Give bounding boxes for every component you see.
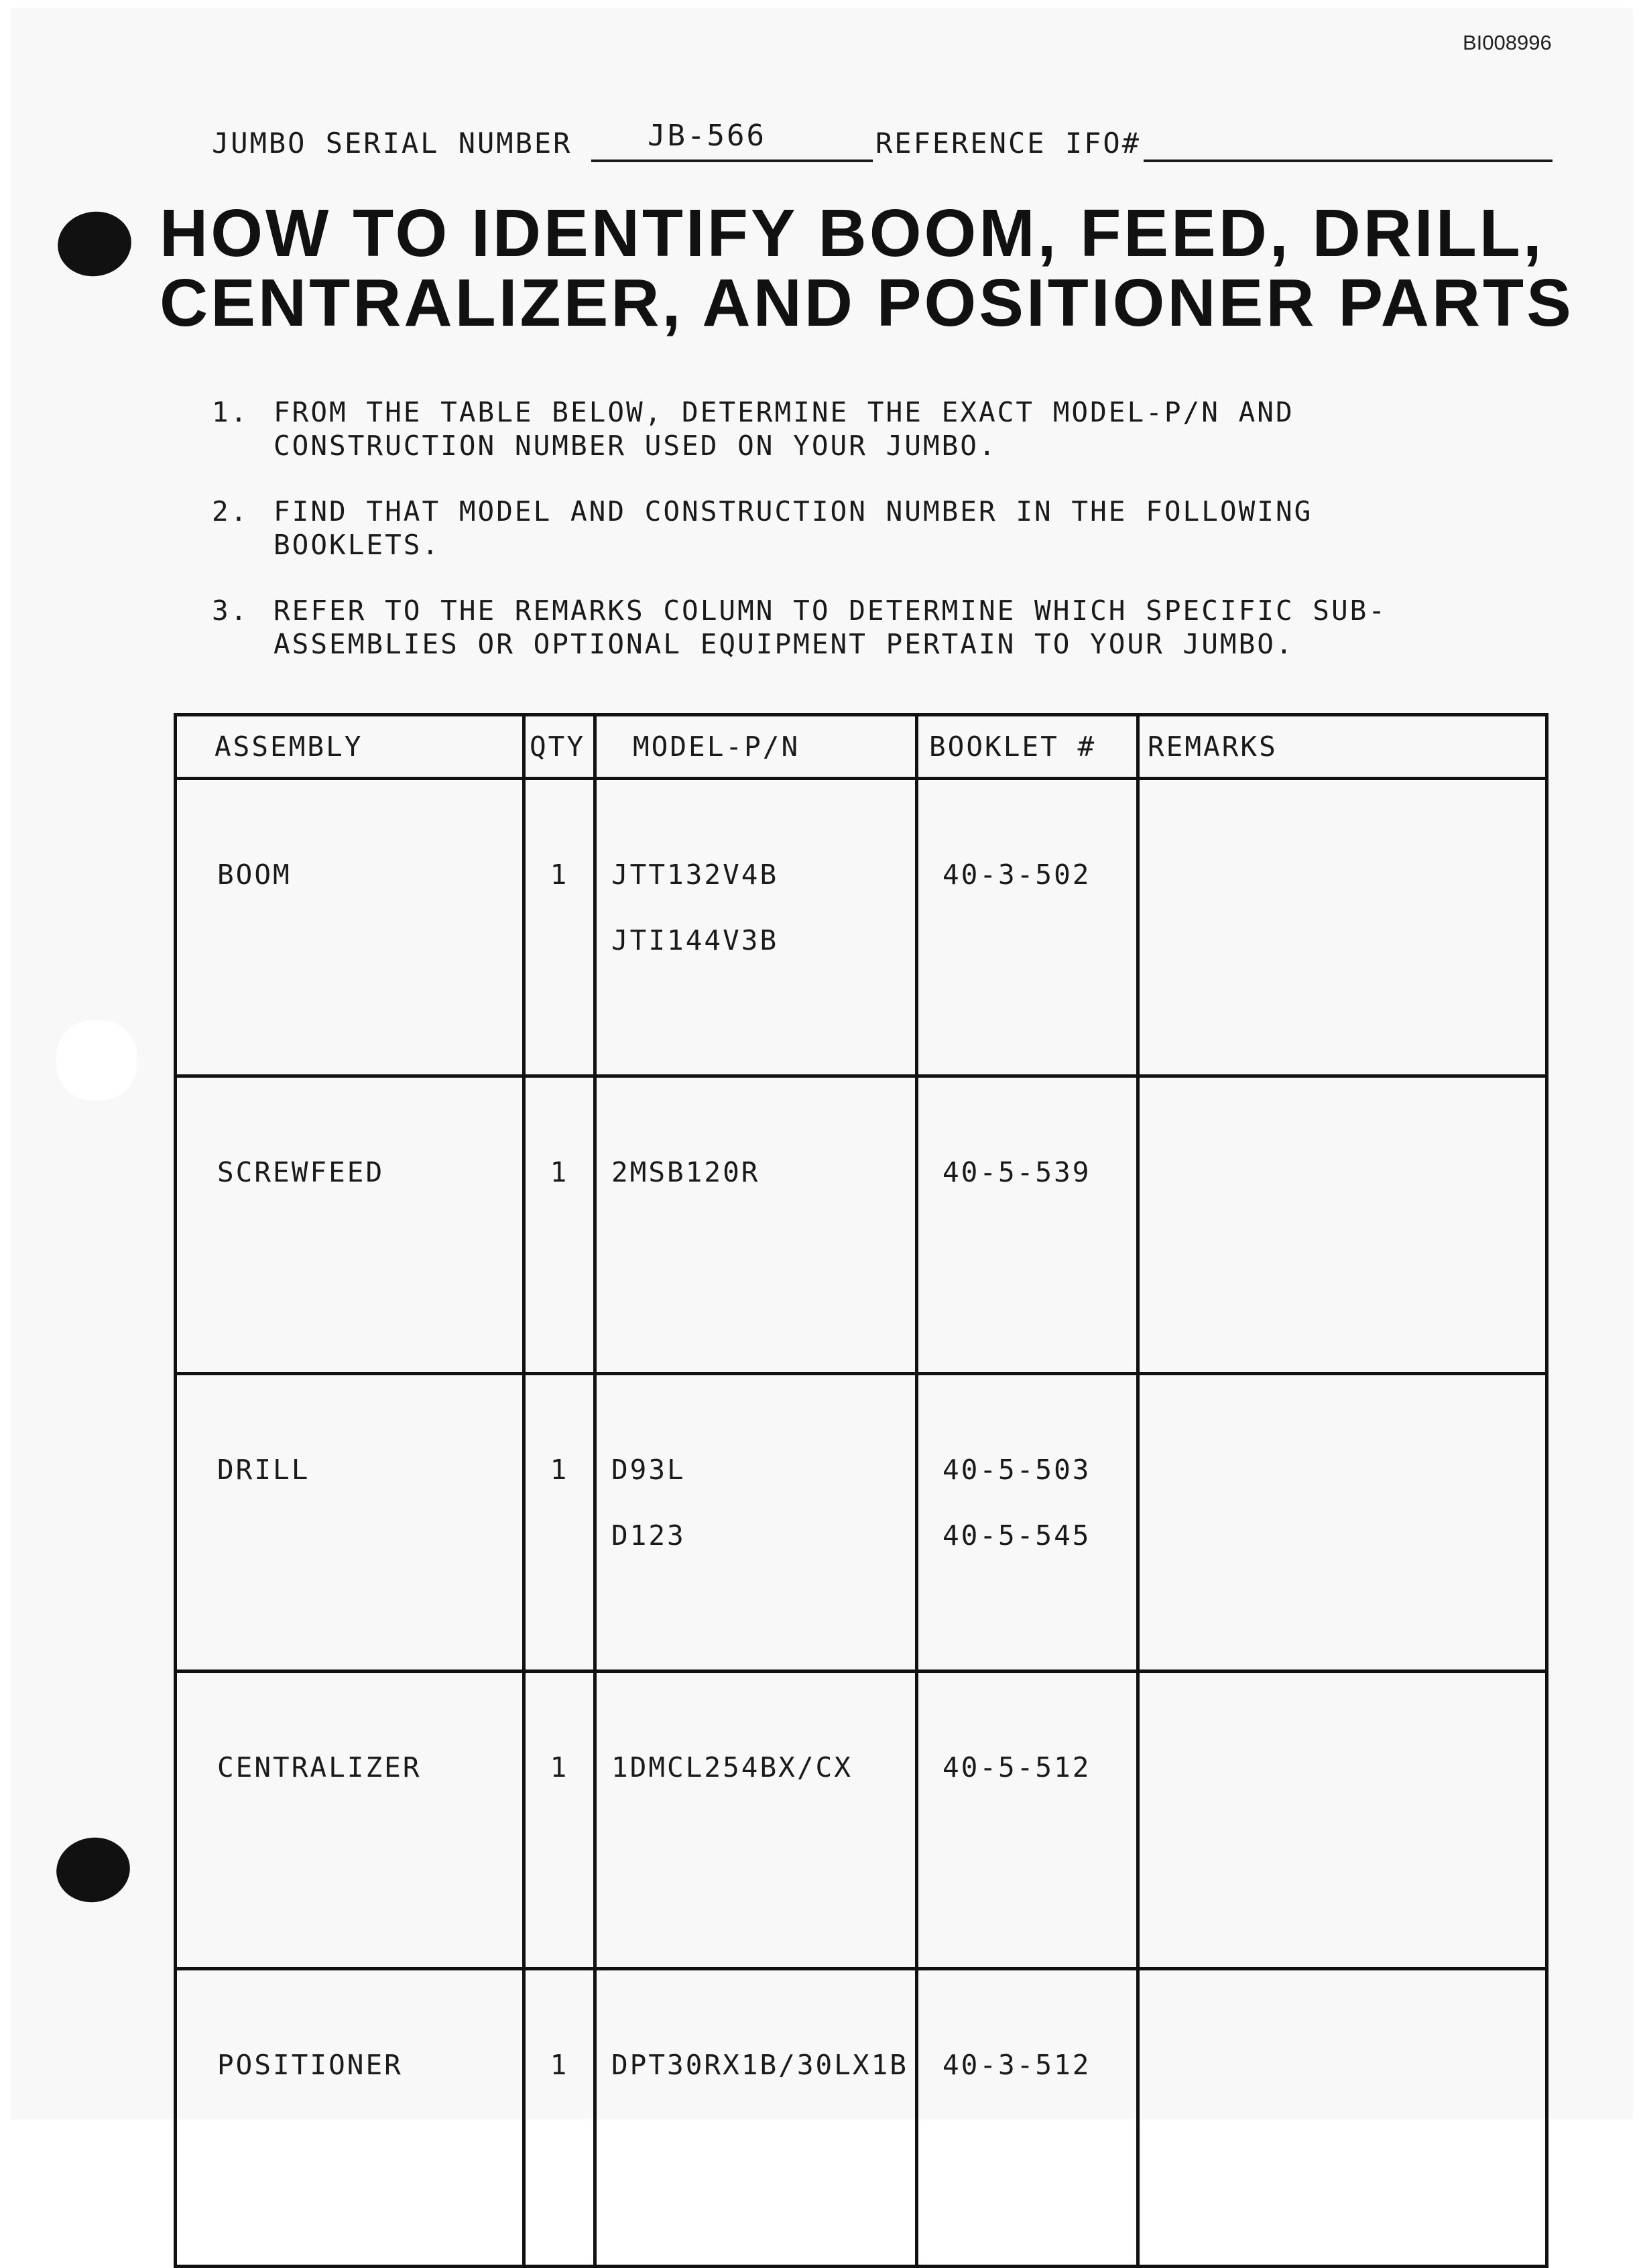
parts-table bbox=[174, 713, 1548, 2268]
column-header-assembly: ASSEMBLY bbox=[176, 715, 524, 779]
booklet-cell bbox=[917, 1076, 1138, 1374]
model-number: 2MSB120R bbox=[611, 1156, 760, 1188]
qty-cell: 1 bbox=[524, 1076, 595, 1374]
assembly-cell: DRILL bbox=[176, 1374, 524, 1672]
assembly-cell: SCREWFEED bbox=[176, 1076, 524, 1374]
punch-hole-top bbox=[53, 206, 137, 282]
table-row bbox=[176, 779, 1547, 1076]
serial-reference-line bbox=[212, 115, 1559, 162]
step-number: 2. bbox=[212, 495, 249, 527]
remarks-cell bbox=[1138, 1969, 1547, 2267]
table-row bbox=[176, 1672, 1547, 1969]
booklet-number: 40-5-503 bbox=[943, 1454, 1091, 1486]
booklet-number: 40-5-545 bbox=[943, 1519, 1091, 1552]
booklet-cell bbox=[917, 1374, 1138, 1672]
reference-underline bbox=[1144, 160, 1553, 162]
instruction-step bbox=[212, 495, 1485, 562]
table-row bbox=[176, 1076, 1547, 1374]
punch-hole-bottom bbox=[52, 1832, 135, 1908]
column-header-booklet: BOOKLET # bbox=[917, 715, 1138, 779]
model-number: DPT30RX1B/30LX1B bbox=[611, 2049, 908, 2081]
title-line-1: HOW TO IDENTIFY BOOM, FEED, DRILL, bbox=[160, 196, 1544, 271]
booklet-cell bbox=[917, 1672, 1138, 1969]
booklet-number: 40-3-512 bbox=[943, 2049, 1091, 2081]
serial-number-label: JUMBO SERIAL NUMBER bbox=[212, 127, 572, 160]
step-number: 3. bbox=[212, 594, 249, 627]
model-cell bbox=[595, 1672, 917, 1969]
title-line-2: CENTRALIZER, AND POSITIONER PARTS bbox=[160, 265, 1574, 340]
model-cell bbox=[595, 1374, 917, 1672]
step-text: REFER TO THE REMARKS COLUMN TO DETERMINE WHICH SPECIFIC SUB-ASSEMBLIES OR OPTIONAL EQUIPMENT PERTAIN TO YOUR JUMBO. bbox=[274, 594, 1388, 660]
column-header-model: MODEL-P/N bbox=[595, 715, 917, 779]
model-number: D93L bbox=[611, 1454, 686, 1486]
step-text: FIND THAT MODEL AND CONSTRUCTION NUMBER IN THE FOLLOWING BOOKLETS. bbox=[274, 495, 1313, 561]
booklet-cell bbox=[917, 1969, 1138, 2267]
table-row bbox=[176, 1374, 1547, 1672]
qty-cell: 1 bbox=[524, 1672, 595, 1969]
punch-hole-middle bbox=[56, 1020, 137, 1100]
instruction-step bbox=[212, 395, 1485, 462]
model-number: JTI144V3B bbox=[611, 924, 779, 956]
model-cell bbox=[595, 779, 917, 1076]
table-header-row bbox=[176, 715, 1547, 779]
document-page bbox=[11, 8, 1633, 2119]
booklet-number: 40-3-502 bbox=[943, 859, 1091, 891]
booklet-number: 40-5-512 bbox=[943, 1751, 1091, 1783]
qty-cell: 1 bbox=[524, 779, 595, 1076]
instruction-list bbox=[212, 395, 1485, 693]
step-text: FROM THE TABLE BELOW, DETERMINE THE EXACT MODEL-P/N AND CONSTRUCTION NUMBER USED ON YOUR JUMBO. bbox=[274, 396, 1294, 462]
instruction-step bbox=[212, 594, 1485, 661]
model-cell bbox=[595, 1076, 917, 1374]
remarks-cell bbox=[1138, 1076, 1547, 1374]
table-row bbox=[176, 1969, 1547, 2267]
assembly-cell: CENTRALIZER bbox=[176, 1672, 524, 1969]
qty-cell: 1 bbox=[524, 1969, 595, 2267]
model-number: D123 bbox=[611, 1519, 686, 1552]
serial-number-underline bbox=[591, 160, 873, 162]
page-title bbox=[160, 198, 1581, 338]
remarks-cell bbox=[1138, 1672, 1547, 1969]
model-number: 1DMCL254BX/CX bbox=[611, 1751, 853, 1783]
assembly-cell: POSITIONER bbox=[176, 1969, 524, 2267]
step-number: 1. bbox=[212, 396, 249, 428]
booklet-number: 40-5-539 bbox=[943, 1156, 1091, 1188]
serial-number-value: JB-566 bbox=[648, 119, 766, 153]
booklet-cell bbox=[917, 779, 1138, 1076]
qty-cell: 1 bbox=[524, 1374, 595, 1672]
remarks-cell bbox=[1138, 779, 1547, 1076]
column-header-remarks: REMARKS bbox=[1138, 715, 1547, 779]
assembly-cell: BOOM bbox=[176, 779, 524, 1076]
remarks-cell bbox=[1138, 1374, 1547, 1672]
document-id: BI008996 bbox=[1463, 31, 1552, 54]
reference-label: REFERENCE IFO# bbox=[875, 127, 1142, 160]
column-header-qty: QTY bbox=[524, 715, 595, 779]
model-cell bbox=[595, 1969, 917, 2267]
model-number: JTT132V4B bbox=[611, 859, 779, 891]
